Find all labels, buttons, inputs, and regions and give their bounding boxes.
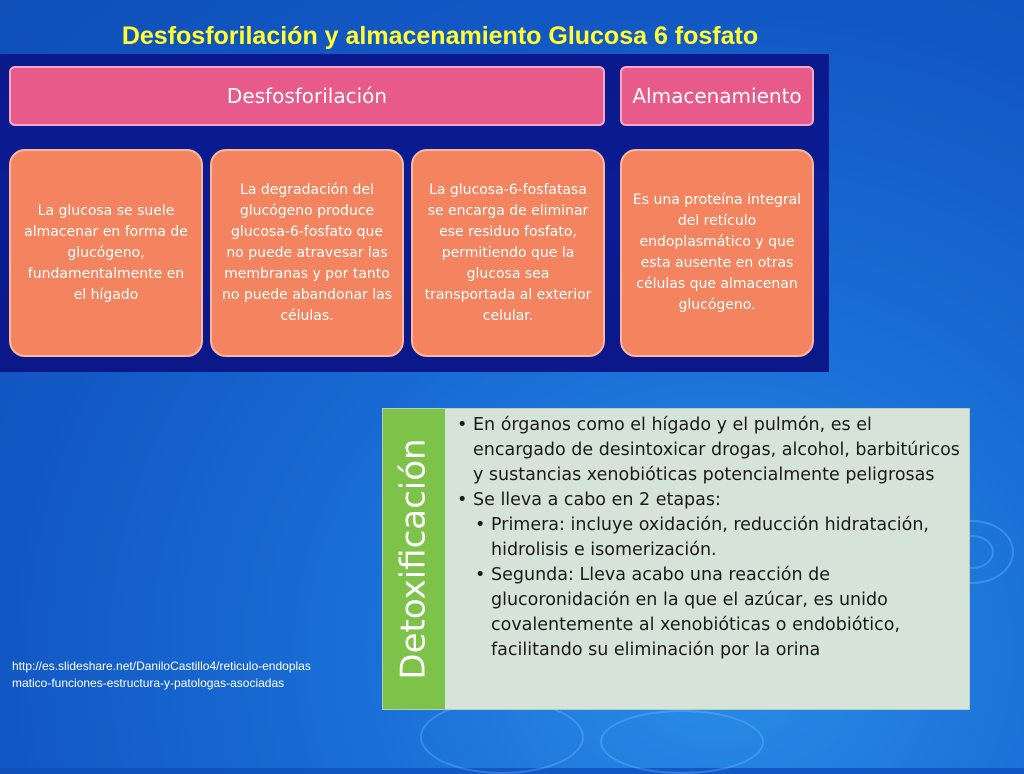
card-degradacion: La degradación del glucógeno produce glucosa-6-fosfato que no puede atravesar las membranas y por tanto no puede abandonar las células. bbox=[210, 149, 404, 357]
sub-bullet-segunda: • Segunda: Lleva acabo una reacción de glucoronidación en la que el azúcar, es unido covalentemente al xenobióticas o endobiótico, facilitando su eliminación por la orina bbox=[455, 563, 963, 663]
card-glucogeno: La glucosa se suele almacenar en forma de glucógeno, fundamentalmente en el hígado bbox=[9, 149, 203, 357]
bullet-organos: • En órganos como el hígado y el pulmón, es el encargado de desintoxicar drogas, alcohol, barbitúricos y sustancias xenobióticas potencialmente peligrosas bbox=[455, 413, 963, 488]
slide-title: Desfosforilación y almacenamiento Glucosa 6 fosfato bbox=[121, 22, 759, 50]
bullet-etapas: • Se lleva a cabo en 2 etapas: bbox=[455, 488, 963, 513]
water-ripple-decoration bbox=[600, 710, 764, 774]
detox-panel bbox=[382, 408, 970, 710]
sub-bullet-primera: • Primera: incluye oxidación, reducción hidratación, hidrolisis e isomerización. bbox=[455, 513, 963, 563]
source-link[interactable]: http://es.slideshare.net/DaniloCastillo4/reticulo-endoplasmatico-funciones-estructura-y-patologas-asociadas bbox=[12, 659, 311, 690]
diagram-panel bbox=[0, 54, 829, 372]
card-proteina: Es una proteína integral del retículo endoplasmático y que esta ausente en otras células que almacenan glucógeno. bbox=[620, 149, 814, 357]
detox-label: Detoxificación bbox=[394, 438, 434, 680]
header-desfosforilacion: Desfosforilación bbox=[9, 66, 605, 126]
card-fosfatasa: La glucosa-6-fosfatasa se encarga de eliminar ese residuo fosfato, permitiendo que la glucosa sea transportada al exterior celular. bbox=[411, 149, 605, 357]
detox-side-tab bbox=[383, 409, 445, 709]
water-ripple-decoration bbox=[420, 700, 584, 774]
detox-bullets bbox=[455, 413, 963, 663]
header-almacenamiento: Almacenamiento bbox=[620, 66, 814, 126]
